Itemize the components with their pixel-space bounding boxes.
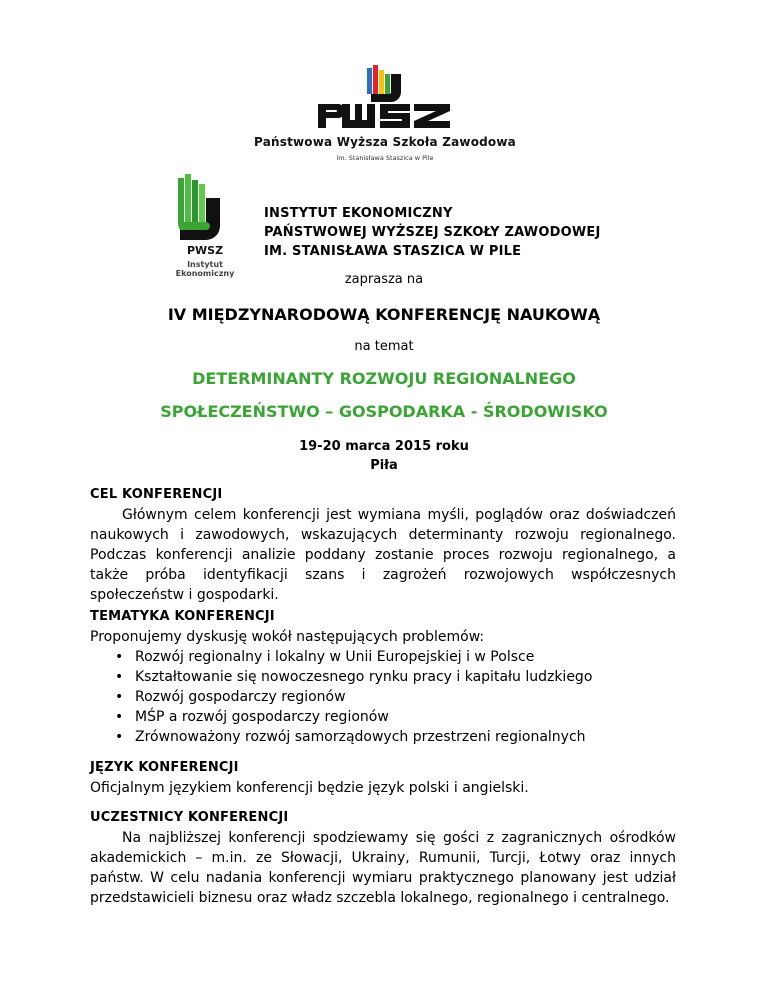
topics-list bbox=[90, 647, 676, 747]
list-item: • MŚP a rozwój gospodarczy regionów bbox=[115, 707, 676, 727]
conference-place: Piła bbox=[370, 458, 398, 473]
pwsz-logo bbox=[250, 62, 520, 172]
list-item: • Rozwój regionalny i lokalny w Unii Europejskiej i w Polsce bbox=[115, 647, 676, 667]
institute-line: IM. STANISŁAWA STASZICA W PILE bbox=[264, 244, 522, 259]
list-item: • Rozwój gospodarczy regionów bbox=[115, 687, 676, 707]
institute-logo bbox=[160, 172, 250, 278]
section-text: Oficjalnym językiem konferencji będzie język polski i angielski. bbox=[90, 780, 529, 796]
institute-line: PAŃSTWOWEJ WYŻSZEJ SZKOŁY ZAWODOWEJ bbox=[264, 225, 601, 240]
topic-title: DETERMINANTY ROZWOJU REGIONALNEGO bbox=[192, 369, 576, 388]
section-intro: Proponujemy dyskusję wokół następujących problemów: bbox=[90, 629, 485, 645]
section-heading: UCZESTNICY KONFERENCJI bbox=[90, 810, 289, 825]
university-name: Państwowa Wyższa Szkoła Zawodowa bbox=[254, 135, 516, 149]
conference-date-place bbox=[60, 437, 708, 475]
university-subtitle: im. Stanisława Staszica w Pile bbox=[336, 154, 434, 162]
institute-logo-graphic bbox=[160, 172, 250, 258]
conference-date: 19-20 marca 2015 roku bbox=[299, 439, 469, 454]
conference-title: IV MIĘDZYNARODOWĄ KONFERENCJĘ NAUKOWĄ bbox=[167, 305, 601, 324]
svg-text:PWSZ: PWSZ bbox=[186, 244, 224, 257]
invites-text: zaprasza na bbox=[344, 272, 424, 287]
institute-logo-caption: Instytut Ekonomiczny bbox=[175, 260, 235, 278]
section-heading: TEMATYKA KONFERENCJI bbox=[90, 609, 275, 624]
list-item: • Zrównoważony rozwój samorządowych przestrzeni regionalnych bbox=[115, 727, 676, 747]
section-text: Głównym celem konferencji jest wymiana myśli, poglądów oraz doświadczeń naukowych i zawodowych, wskazujących determinanty rozwoju regionalnego. Podczas konferencji analizie poddany zostanie proces rozwoju regionalnego, a także próba identyfikacji szans i zagrożeń rozwojowych współczesnych społeczeństw i gospodarki. bbox=[90, 507, 676, 603]
section-text: Na najbliższej konferencji spodziewamy się gości z zagranicznych ośrodków akademickich – m.in. ze Słowacji, Ukrainy, Rumunii, Turcji, Łotwy oraz innych państw. W celu nadania konferencji wymiaru praktycznego planowany jest udział przedstawicieli biznesu oraz władz szczebla lokalnego, regionalnego i centralnego. bbox=[90, 830, 676, 906]
on-topic-text: na temat bbox=[354, 339, 414, 354]
section-topics bbox=[90, 607, 676, 747]
institute-line: INSTYTUT EKONOMICZNY bbox=[264, 206, 453, 221]
section-goal bbox=[90, 485, 676, 605]
section-participants bbox=[90, 808, 676, 908]
list-item: • Kształtowanie się nowoczesnego rynku pracy i kapitału ludzkiego bbox=[115, 667, 676, 687]
pwsz-logo-graphic bbox=[250, 62, 520, 134]
section-language bbox=[90, 758, 676, 798]
topic-subtitle: SPOŁECZEŃSTWO – GOSPODARKA - ŚRODOWISKO bbox=[160, 402, 608, 421]
institute-name bbox=[264, 204, 600, 261]
section-heading: JĘZYK KONFERENCJI bbox=[90, 760, 239, 775]
section-heading: CEL KONFERENCJI bbox=[90, 487, 223, 502]
